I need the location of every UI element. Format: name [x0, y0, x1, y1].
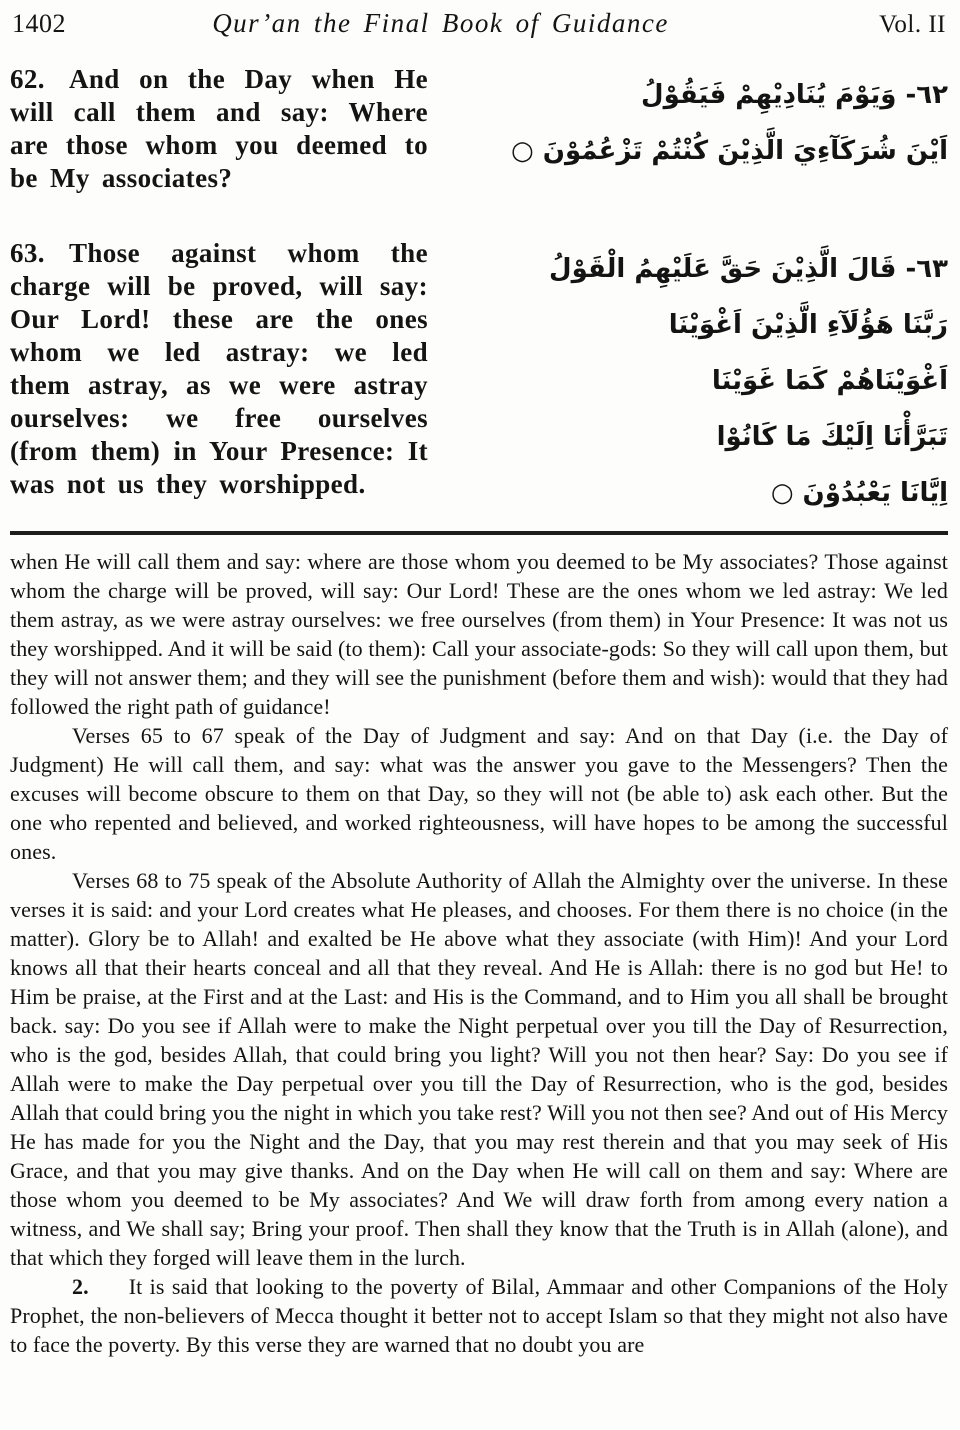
note-text: It is said that looking to the poverty of Bilal, Ammaar and other Companions of the Holy Prophet, the non-believers of Mecca thought it better not to accept Islam so that they might not also have to face the poverty. By this verse they are warned that no doubt you are: [10, 1274, 948, 1357]
verse-arabic-63: [470, 237, 948, 521]
note-number: 2.: [72, 1274, 89, 1299]
arabic-line: اَغْوَيْنَاهُمْ كَمَا غَوَيْنَا: [711, 366, 948, 396]
volume-label: Vol. II: [879, 11, 946, 38]
section-divider: [10, 531, 948, 535]
verse-section: [10, 63, 948, 521]
arabic-line: ٦٣- قَالَ الَّذِيْنَ حَقَّ عَلَيْهِمُ الْقَوْلُ: [549, 254, 948, 284]
commentary-section: [10, 547, 948, 1359]
commentary-paragraph: Verses 65 to 67 speak of the Day of Judgment and say: And on that Day (i.e. the Day of Judgment) He will call them, and say: what was the answer you gave to the Messengers? Then the excuses will become obscure to them on that Day, so they will not (be able to) ask each other. But the one who repented and believed, and worked righteousness, will have hopes to be among the successful ones.: [10, 723, 948, 864]
commentary-paragraph: when He will call them and say: where are those whom you deemed to be My associates? Those against whom the charge will be proved, will say: Our Lord! These are the ones whom we led astray: We led them astray, as we were astray ourselves: we free ourselves (from them) in Your Presence: It was not us they worshipped. And it will be said (to them): Call your associate-gods: So they will call upon them, but they will not answer them; and they will see the punishment (before them and wish): would that they had followed the right path of guidance!: [10, 549, 948, 719]
verse-number-62: 62.: [10, 64, 45, 94]
verse-english-text-63: Those against whom the charge will be proved, will say: Our Lord! these are the ones whom we led astray: we led them astray, as we were astray ourselves: we free ourselves (from them) in Your Presence: It was not us they worshipped.: [10, 238, 428, 499]
verse-english-63: [10, 237, 428, 501]
verse-row-63: [10, 237, 948, 521]
arabic-line: اَيْنَ شُرَكَآءِيَ الَّذِيْنَ كُنْتُمْ تَزْعُمُوْنَ ○: [511, 136, 948, 166]
verse-arabic-62: [470, 63, 948, 179]
book-title: Qur’an the Final Book of Guidance: [212, 8, 669, 38]
arabic-line: اِيَّانَا يَعْبُدُوْنَ ○: [770, 478, 948, 508]
arabic-line: تَبَرَّأْنَا اِلَيْكَ مَا كَانُوْا: [716, 422, 948, 452]
verse-english-text-62: And on the Day when He will call them and say: Where are those whom you deemed to be My associates?: [10, 64, 428, 193]
verse-row-62: [10, 63, 948, 195]
page-header: [10, 6, 948, 39]
arabic-line: رَبَّنَا هَؤُلَآءِ الَّذِيْنَ اَغْوَيْنَا: [668, 310, 948, 340]
verse-number-63: 63.: [10, 238, 45, 268]
verse-english-62: [10, 63, 428, 195]
commentary-paragraph: Verses 68 to 75 speak of the Absolute Authority of Allah the Almighty over the universe. In these verses it is said: and your Lord creates what He pleases, and chooses. For them there is no choice (in the matter). Glory be to Allah! and exalted be He above what they associate (with Him)! And your Lord knows all that their hearts conceal and all that they reveal. And He is Allah: there is no god but He! to Him be praise, at the First and at the Last: and His is the Command, and to Him you all shall be brought back. say: Do you see if Allah were to make the Night perpetual over you till the Day of Resurrection, who is the god, besides Allah, that could bring you light? Will you not then hear? Say: Do you see if Allah were to make the Day perpetual over you till the Day of Resurrection, who is the god, besides Allah that could bring you the night in which you take rest? Will you not then see? And out of His Mercy He has made for you the Night and the Day, that you may rest therein and that you may seek of His Grace, and that you may give thanks. And on the Day when He will call on them and say: Where are those whom you deemed to be My associates? And We will draw forth from among every nation a witness, and We shall say; Bring your proof. Then shall they know that the Truth is in Allah (alone), and that which they forged will leave them in the lurch.: [10, 868, 948, 1270]
arabic-line: ٦٢- وَيَوْمَ يُنَادِيْهِمْ فَيَقُوْلُ: [641, 80, 948, 110]
commentary-paragraph: [10, 1272, 948, 1359]
page-number: 1402: [12, 9, 66, 38]
